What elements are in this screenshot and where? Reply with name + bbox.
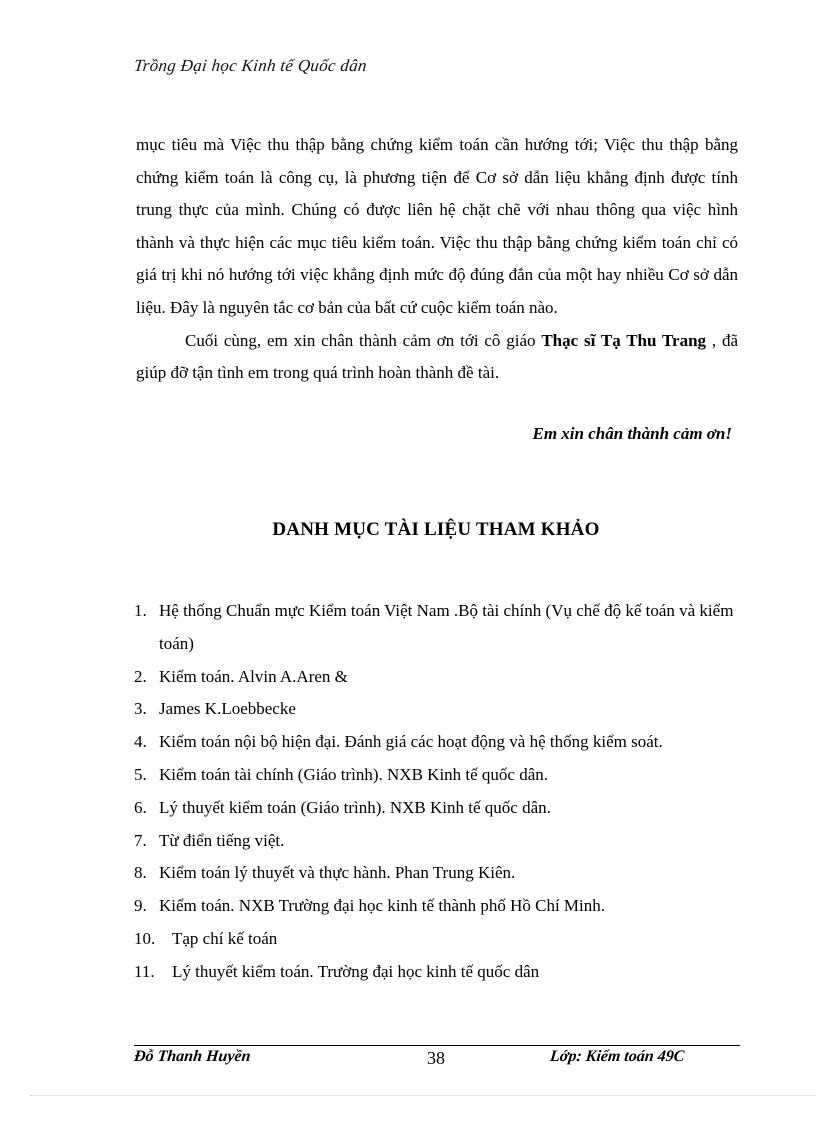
reference-number: 5. bbox=[134, 764, 147, 784]
reference-number: 1. bbox=[134, 601, 147, 620]
reference-item bbox=[134, 661, 746, 694]
body-text bbox=[136, 129, 738, 390]
reference-text: Hệ thống Chuẩn mực Kiểm toán Việt Nam .Bộ tài chính (Vụ chế độ kế toán và kiểm toán) bbox=[159, 601, 734, 653]
paragraph-2-intro: Cuối cùng, em xin chân thành cảm ơn tới cô giáo bbox=[185, 330, 542, 350]
reference-item bbox=[134, 825, 746, 858]
reference-text: Lý thuyết kiểm toán. Trường đại học kinh tế quốc dân bbox=[172, 961, 540, 981]
reference-number: 7. bbox=[134, 830, 147, 850]
thanks-line: Em xin chân thành cảm ơn! bbox=[532, 424, 732, 443]
reference-item bbox=[134, 595, 746, 661]
body-paragraph-2 bbox=[136, 325, 738, 390]
reference-number: 8. bbox=[134, 863, 147, 883]
reference-text: Từ điển tiếng việt. bbox=[159, 830, 285, 850]
reference-item bbox=[134, 956, 746, 989]
supervisor-name: Thạc sĩ Tạ Thu Trang bbox=[541, 330, 707, 350]
footer-author: Đỗ Thanh Huyền bbox=[133, 1048, 252, 1065]
reference-item bbox=[134, 726, 746, 759]
reference-text: Kiểm toán lý thuyết và thực hành. Phan Trung Kiên. bbox=[159, 863, 516, 883]
reference-number: 11. bbox=[134, 961, 155, 981]
references-title: DANH MỤC TÀI LIỆU THAM KHẢO bbox=[272, 519, 600, 540]
reference-number: 6. bbox=[134, 797, 147, 817]
page-edge-divider bbox=[30, 1095, 816, 1096]
reference-number: 3. bbox=[134, 699, 147, 719]
footer-class: Lớp: Kiểm toán 49C bbox=[549, 1048, 686, 1065]
reference-item bbox=[134, 693, 746, 726]
reference-text: Kiểm toán. NXB Trường đại học kinh tế thành phố Hồ Chí Minh. bbox=[159, 896, 606, 916]
reference-text: Kiểm toán tài chính (Giáo trình). NXB Kinh tế quốc dân. bbox=[159, 764, 549, 784]
page-number: 38 bbox=[427, 1048, 445, 1068]
page-header: Trồng Đại học Kinh tế Quốc dân bbox=[133, 56, 368, 75]
reference-number: 9. bbox=[134, 896, 147, 916]
reference-number: 10. bbox=[134, 928, 156, 948]
reference-number: 2. bbox=[134, 666, 147, 686]
reference-text: Kiểm toán. Alvin A.Aren & bbox=[159, 666, 348, 686]
reference-item bbox=[134, 857, 746, 890]
reference-item bbox=[134, 890, 746, 923]
reference-text: James K.Loebbecke bbox=[159, 699, 296, 719]
paragraph-2-rest: , đã giúp đỡ tận tình em trong quá trình hoàn thành đề tài. bbox=[136, 330, 739, 383]
footer-divider bbox=[134, 1045, 740, 1046]
reference-item bbox=[134, 759, 746, 792]
reference-item bbox=[134, 792, 746, 825]
reference-text: Lý thuyết kiểm toán (Giáo trình). NXB Kinh tế quốc dân. bbox=[159, 797, 551, 817]
reference-text: Tạp chí kế toán bbox=[172, 928, 278, 948]
reference-item bbox=[134, 923, 746, 956]
body-paragraph-1: mục tiêu mà Việc thu thập bằng chứng kiểm toán cần hướng tới; Việc thu thập bằng chứng kiểm toán là công cụ, là phương tiện để Cơ sở dẫn liệu khẳng định được tính trung thực của mình. Chúng có được liên hệ chặt chẽ với nhau thông qua việc hình thành và thực hiện các mục tiêu kiểm toán. Việc thu thập bằng chứng kiểm toán chỉ có giá trị khi nó hướng tới việc khẳng định mức độ đúng đắn của một hay nhiều Cơ sở dẫn liệu. Đây là nguyên tắc cơ bản của bất cứ cuộc kiểm toán nào. bbox=[136, 135, 738, 317]
reference-text: Kiểm toán nội bộ hiện đại. Đánh giá các hoạt động và hệ thống kiểm soát. bbox=[159, 732, 663, 752]
references-list bbox=[134, 595, 746, 989]
reference-number: 4. bbox=[134, 732, 147, 752]
